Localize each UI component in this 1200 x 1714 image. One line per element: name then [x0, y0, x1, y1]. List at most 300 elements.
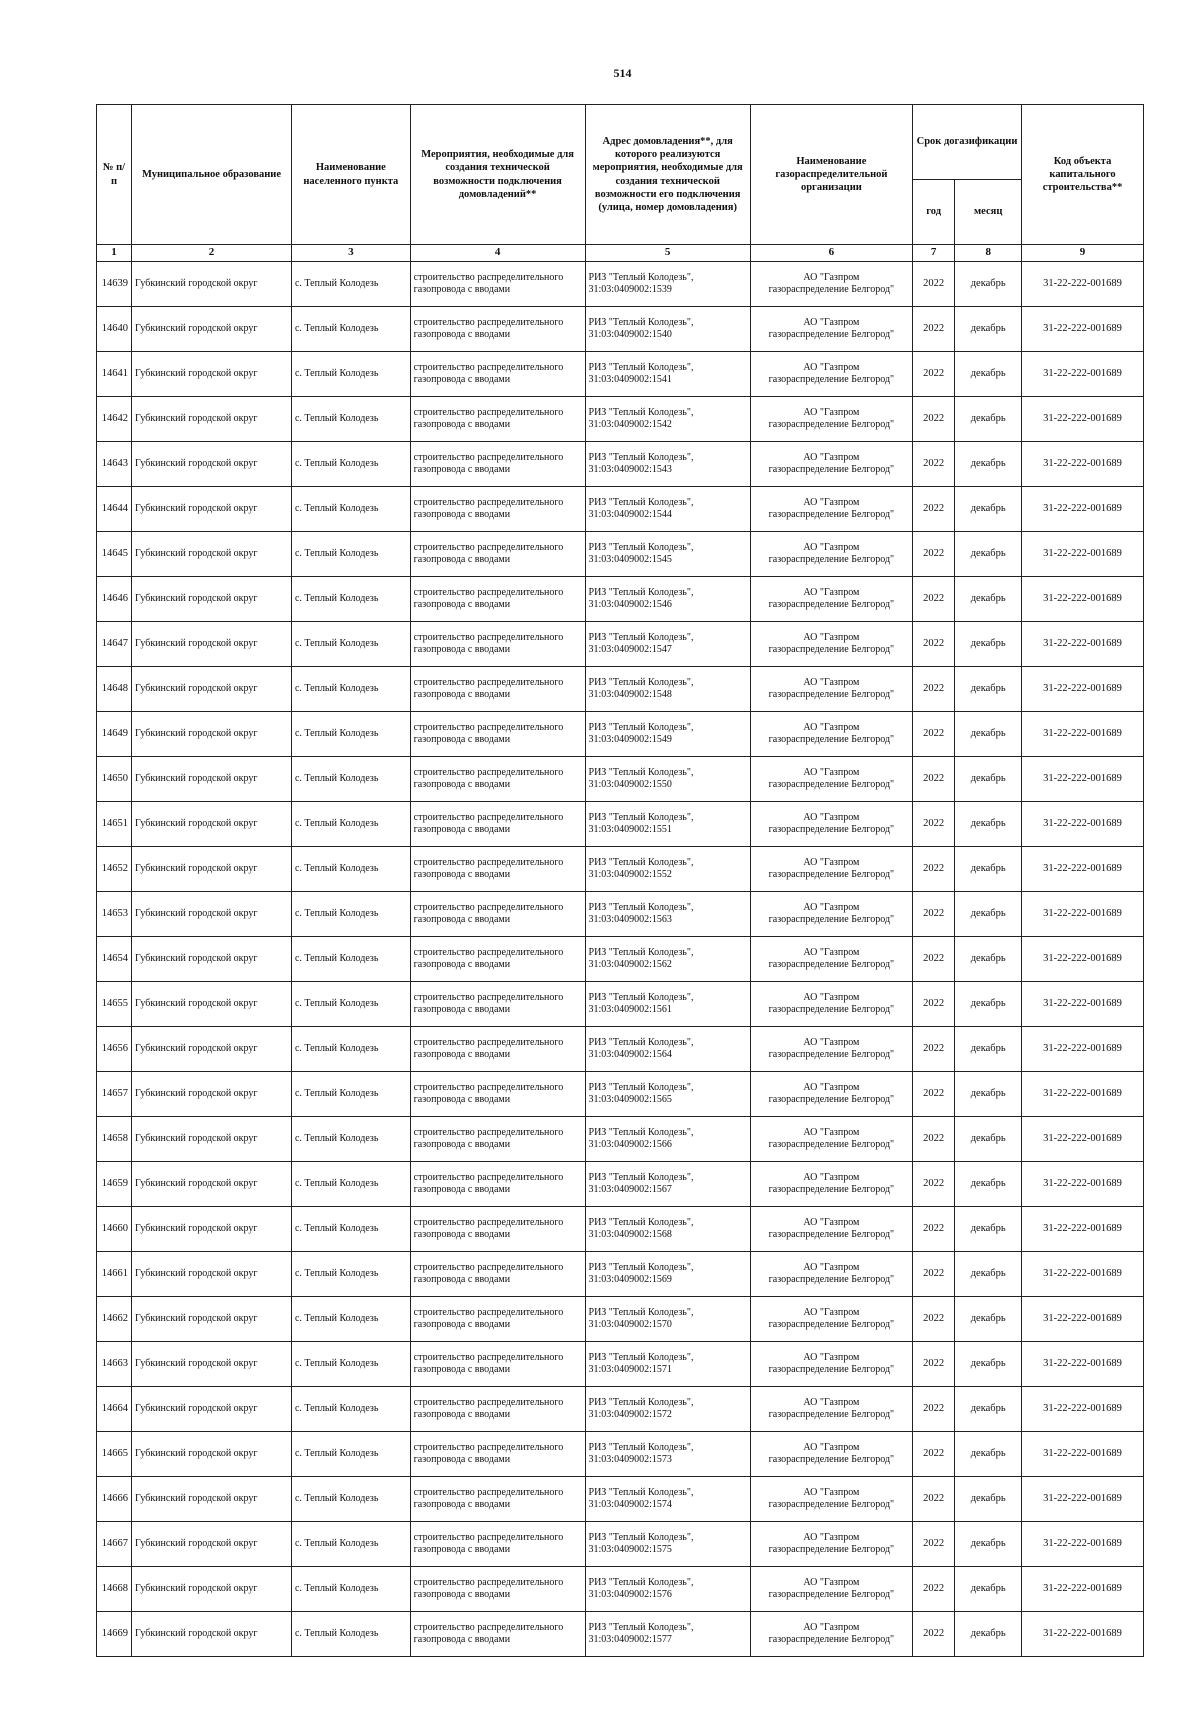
organization-cell-line: АО "Газпром — [803, 1036, 860, 1048]
code-cell: 31-22-222-001689 — [1022, 442, 1144, 487]
measures-cell — [410, 802, 585, 847]
municipality-cell: Губкинский городской округ — [131, 262, 291, 307]
organization-cell — [750, 577, 912, 622]
year-cell: 2022 — [912, 1027, 954, 1072]
month-cell: декабрь — [955, 982, 1022, 1027]
table-row — [97, 1522, 1144, 1567]
organization-cell-line: газораспределение Белгород" — [768, 1274, 895, 1285]
organization-cell — [750, 712, 912, 757]
code-cell: 31-22-222-001689 — [1022, 1117, 1144, 1162]
header-address: Адрес домовладения**, для которого реализуются мероприятия, необходимые для создания технической возможности его подключения (улица, номер домовладения) — [585, 105, 750, 245]
address-cell — [585, 1207, 750, 1252]
organization-cell-line: газораспределение Белгород" — [768, 1184, 895, 1195]
municipality-cell: Губкинский городской округ — [131, 532, 291, 577]
column-number: 8 — [955, 245, 1022, 262]
code-cell: 31-22-222-001689 — [1022, 757, 1144, 802]
organization-cell-line: АО "Газпром — [803, 1171, 860, 1183]
address-cell — [585, 1387, 750, 1432]
code-cell: 31-22-222-001689 — [1022, 1522, 1144, 1567]
measures-cell-line: газопровода с вводами — [413, 374, 511, 385]
year-cell: 2022 — [912, 442, 954, 487]
year-cell: 2022 — [912, 802, 954, 847]
month-cell: декабрь — [955, 802, 1022, 847]
month-cell: декабрь — [955, 487, 1022, 532]
municipality-cell: Губкинский городской округ — [131, 397, 291, 442]
municipality-cell: Губкинский городской округ — [131, 892, 291, 937]
month-cell: декабрь — [955, 712, 1022, 757]
address-cell-line: 31:03:0409002:1543 — [588, 464, 672, 475]
header-organization: Наименование газораспределительной организации — [750, 105, 912, 245]
measures-cell — [410, 1207, 585, 1252]
settlement-cell: с. Теплый Колодезь — [291, 1162, 410, 1207]
settlement-cell: с. Теплый Колодезь — [291, 487, 410, 532]
settlement-cell: с. Теплый Колодезь — [291, 1387, 410, 1432]
month-cell: декабрь — [955, 577, 1022, 622]
column-number: 2 — [131, 245, 291, 262]
address-cell-line: 31:03:0409002:1552 — [588, 869, 672, 880]
organization-cell-line: АО "Газпром — [803, 946, 860, 958]
organization-cell-line: газораспределение Белгород" — [768, 644, 895, 655]
measures-cell-line: строительство распределительного — [413, 991, 564, 1003]
column-number: 9 — [1022, 245, 1144, 262]
settlement-cell: с. Теплый Колодезь — [291, 352, 410, 397]
address-cell — [585, 982, 750, 1027]
measures-cell — [410, 847, 585, 892]
month-cell: декабрь — [955, 1522, 1022, 1567]
row-number: 14661 — [97, 1252, 132, 1297]
address-cell-line: РИЗ "Теплый Колодезь", — [588, 1531, 694, 1543]
code-cell: 31-22-222-001689 — [1022, 1297, 1144, 1342]
organization-cell-line: газораспределение Белгород" — [768, 689, 895, 700]
measures-cell — [410, 757, 585, 802]
month-cell: декабрь — [955, 397, 1022, 442]
table-row — [97, 1162, 1144, 1207]
organization-cell — [750, 352, 912, 397]
municipality-cell: Губкинский городской округ — [131, 1252, 291, 1297]
municipality-cell: Губкинский городской округ — [131, 802, 291, 847]
table-row — [97, 1027, 1144, 1072]
measures-cell — [410, 1522, 585, 1567]
organization-cell — [750, 262, 912, 307]
table-row — [97, 982, 1144, 1027]
measures-cell-line: газопровода с вводами — [413, 509, 511, 520]
address-cell-line: РИЗ "Теплый Колодезь", — [588, 361, 694, 373]
code-cell: 31-22-222-001689 — [1022, 1252, 1144, 1297]
measures-cell — [410, 1162, 585, 1207]
organization-cell-line: АО "Газпром — [803, 631, 860, 643]
settlement-cell: с. Теплый Колодезь — [291, 1297, 410, 1342]
measures-cell — [410, 442, 585, 487]
address-cell-line: 31:03:0409002:1548 — [588, 689, 672, 700]
measures-cell — [410, 712, 585, 757]
measures-cell-line: газопровода с вводами — [413, 1004, 511, 1015]
organization-cell-line: газораспределение Белгород" — [768, 824, 895, 835]
month-cell: декабрь — [955, 622, 1022, 667]
address-cell-line: РИЗ "Теплый Колодезь", — [588, 496, 694, 508]
organization-cell-line: газораспределение Белгород" — [768, 1454, 895, 1465]
table-row — [97, 532, 1144, 577]
year-cell: 2022 — [912, 1162, 954, 1207]
address-cell — [585, 1612, 750, 1657]
measures-cell-line: газопровода с вводами — [413, 1094, 511, 1105]
address-cell-line: РИЗ "Теплый Колодезь", — [588, 676, 694, 688]
measures-cell — [410, 1432, 585, 1477]
organization-cell — [750, 667, 912, 712]
address-cell-line: 31:03:0409002:1566 — [588, 1139, 672, 1150]
row-number: 14663 — [97, 1342, 132, 1387]
address-cell-line: 31:03:0409002:1565 — [588, 1094, 672, 1105]
code-cell: 31-22-222-001689 — [1022, 262, 1144, 307]
municipality-cell: Губкинский городской округ — [131, 1297, 291, 1342]
organization-cell-line: АО "Газпром — [803, 1306, 860, 1318]
month-cell: декабрь — [955, 1072, 1022, 1117]
row-number: 14640 — [97, 307, 132, 352]
code-cell: 31-22-222-001689 — [1022, 1387, 1144, 1432]
code-cell: 31-22-222-001689 — [1022, 622, 1144, 667]
municipality-cell: Губкинский городской округ — [131, 1342, 291, 1387]
settlement-cell: с. Теплый Колодезь — [291, 532, 410, 577]
municipality-cell: Губкинский городской округ — [131, 1387, 291, 1432]
address-cell-line: 31:03:0409002:1572 — [588, 1409, 672, 1420]
measures-cell-line: строительство распределительного — [413, 1081, 564, 1093]
settlement-cell: с. Теплый Колодезь — [291, 1522, 410, 1567]
column-number: 5 — [585, 245, 750, 262]
organization-cell-line: АО "Газпром — [803, 1441, 860, 1453]
header-municipality: Муниципальное образование — [131, 105, 291, 245]
table-row — [97, 937, 1144, 982]
organization-cell-line: газораспределение Белгород" — [768, 554, 895, 565]
municipality-cell: Губкинский городской округ — [131, 1072, 291, 1117]
organization-cell-line: АО "Газпром — [803, 811, 860, 823]
measures-cell — [410, 1252, 585, 1297]
measures-cell-line: газопровода с вводами — [413, 1499, 511, 1510]
address-cell-line: РИЗ "Теплый Колодезь", — [588, 946, 694, 958]
month-cell: декабрь — [955, 1612, 1022, 1657]
settlement-cell: с. Теплый Колодезь — [291, 802, 410, 847]
month-cell: декабрь — [955, 667, 1022, 712]
organization-cell — [750, 1387, 912, 1432]
measures-cell-line: газопровода с вводами — [413, 779, 511, 790]
address-cell-line: 31:03:0409002:1576 — [588, 1589, 672, 1600]
address-cell — [585, 397, 750, 442]
column-number-row — [97, 245, 1144, 262]
address-cell — [585, 577, 750, 622]
code-cell: 31-22-222-001689 — [1022, 892, 1144, 937]
settlement-cell: с. Теплый Колодезь — [291, 307, 410, 352]
table-row — [97, 307, 1144, 352]
organization-cell-line: АО "Газпром — [803, 1351, 860, 1363]
year-cell: 2022 — [912, 1387, 954, 1432]
table-row — [97, 1072, 1144, 1117]
table-row — [97, 577, 1144, 622]
organization-cell-line: газораспределение Белгород" — [768, 419, 895, 430]
column-number: 1 — [97, 245, 132, 262]
address-cell — [585, 1072, 750, 1117]
organization-cell — [750, 982, 912, 1027]
row-number: 14655 — [97, 982, 132, 1027]
organization-cell-line: АО "Газпром — [803, 316, 860, 328]
row-number: 14643 — [97, 442, 132, 487]
code-cell: 31-22-222-001689 — [1022, 1567, 1144, 1612]
municipality-cell: Губкинский городской округ — [131, 307, 291, 352]
address-cell — [585, 622, 750, 667]
address-cell-line: РИЗ "Теплый Колодезь", — [588, 1126, 694, 1138]
organization-cell — [750, 802, 912, 847]
address-cell — [585, 1432, 750, 1477]
organization-cell-line: газораспределение Белгород" — [768, 284, 895, 295]
measures-cell-line: газопровода с вводами — [413, 1364, 511, 1375]
address-cell-line: 31:03:0409002:1563 — [588, 914, 672, 925]
address-cell-line: РИЗ "Теплый Колодезь", — [588, 811, 694, 823]
table-body — [97, 262, 1144, 1657]
settlement-cell: с. Теплый Колодезь — [291, 1252, 410, 1297]
month-cell: декабрь — [955, 1117, 1022, 1162]
organization-cell-line: газораспределение Белгород" — [768, 1634, 895, 1645]
address-cell — [585, 1027, 750, 1072]
address-cell-line: РИЗ "Теплый Колодезь", — [588, 721, 694, 733]
settlement-cell: с. Теплый Колодезь — [291, 667, 410, 712]
table-row — [97, 847, 1144, 892]
table-row — [97, 442, 1144, 487]
address-cell-line: РИЗ "Теплый Колодезь", — [588, 766, 694, 778]
table-row — [97, 1252, 1144, 1297]
measures-cell-line: строительство распределительного — [413, 1216, 564, 1228]
organization-cell-line: газораспределение Белгород" — [768, 1319, 895, 1330]
code-cell: 31-22-222-001689 — [1022, 847, 1144, 892]
year-cell: 2022 — [912, 1072, 954, 1117]
month-cell: декабрь — [955, 1297, 1022, 1342]
month-cell: декабрь — [955, 1387, 1022, 1432]
organization-cell-line: газораспределение Белгород" — [768, 1139, 895, 1150]
organization-cell — [750, 1162, 912, 1207]
month-cell: декабрь — [955, 937, 1022, 982]
organization-cell-line: АО "Газпром — [803, 856, 860, 868]
measures-cell-line: газопровода с вводами — [413, 689, 511, 700]
address-cell-line: 31:03:0409002:1546 — [588, 599, 672, 610]
settlement-cell: с. Теплый Колодезь — [291, 262, 410, 307]
code-cell: 31-22-222-001689 — [1022, 487, 1144, 532]
row-number: 14650 — [97, 757, 132, 802]
organization-cell-line: газораспределение Белгород" — [768, 959, 895, 970]
organization-cell-line: газораспределение Белгород" — [768, 914, 895, 925]
address-cell-line: 31:03:0409002:1567 — [588, 1184, 672, 1195]
address-cell-line: 31:03:0409002:1542 — [588, 419, 672, 430]
measures-cell — [410, 1342, 585, 1387]
measures-cell-line: газопровода с вводами — [413, 1049, 511, 1060]
year-cell: 2022 — [912, 397, 954, 442]
row-number: 14652 — [97, 847, 132, 892]
code-cell: 31-22-222-001689 — [1022, 1072, 1144, 1117]
municipality-cell: Губкинский городской округ — [131, 847, 291, 892]
address-cell-line: РИЗ "Теплый Колодезь", — [588, 586, 694, 598]
organization-cell-line: АО "Газпром — [803, 1531, 860, 1543]
address-cell-line: 31:03:0409002:1544 — [588, 509, 672, 520]
organization-cell-line: газораспределение Белгород" — [768, 374, 895, 385]
address-cell — [585, 847, 750, 892]
measures-cell-line: строительство распределительного — [413, 1396, 564, 1408]
code-cell: 31-22-222-001689 — [1022, 532, 1144, 577]
measures-cell — [410, 1477, 585, 1522]
address-cell-line: РИЗ "Теплый Колодезь", — [588, 1261, 694, 1273]
address-cell-line: 31:03:0409002:1545 — [588, 554, 672, 565]
year-cell: 2022 — [912, 757, 954, 802]
year-cell: 2022 — [912, 892, 954, 937]
measures-cell-line: строительство распределительного — [413, 1441, 564, 1453]
year-cell: 2022 — [912, 307, 954, 352]
table-row — [97, 1612, 1144, 1657]
table-row — [97, 1207, 1144, 1252]
header-term: Срок догазификации — [912, 105, 1021, 180]
measures-cell-line: газопровода с вводами — [413, 419, 511, 430]
measures-cell-line: строительство распределительного — [413, 1351, 564, 1363]
measures-cell — [410, 1387, 585, 1432]
address-cell — [585, 1252, 750, 1297]
organization-cell-line: АО "Газпром — [803, 676, 860, 688]
settlement-cell: с. Теплый Колодезь — [291, 397, 410, 442]
organization-cell-line: АО "Газпром — [803, 1081, 860, 1093]
month-cell: декабрь — [955, 307, 1022, 352]
measures-cell-line: газопровода с вводами — [413, 464, 511, 475]
organization-cell-line: газораспределение Белгород" — [768, 869, 895, 880]
year-cell: 2022 — [912, 622, 954, 667]
month-cell: декабрь — [955, 1027, 1022, 1072]
organization-cell-line: АО "Газпром — [803, 406, 860, 418]
organization-cell-line: газораспределение Белгород" — [768, 1544, 895, 1555]
month-cell: декабрь — [955, 1567, 1022, 1612]
organization-cell — [750, 1477, 912, 1522]
address-cell-line: 31:03:0409002:1541 — [588, 374, 672, 385]
organization-cell-line: АО "Газпром — [803, 1621, 860, 1633]
settlement-cell: с. Теплый Колодезь — [291, 937, 410, 982]
municipality-cell: Губкинский городской округ — [131, 622, 291, 667]
measures-cell — [410, 397, 585, 442]
measures-cell-line: газопровода с вводами — [413, 1229, 511, 1240]
measures-cell — [410, 1567, 585, 1612]
table-row — [97, 1117, 1144, 1162]
address-cell-line: РИЗ "Теплый Колодезь", — [588, 1621, 694, 1633]
measures-cell — [410, 352, 585, 397]
code-cell: 31-22-222-001689 — [1022, 1432, 1144, 1477]
organization-cell-line: газораспределение Белгород" — [768, 1094, 895, 1105]
table-row — [97, 352, 1144, 397]
settlement-cell: с. Теплый Колодезь — [291, 982, 410, 1027]
header-month: месяц — [955, 180, 1022, 245]
address-cell — [585, 892, 750, 937]
measures-cell-line: строительство распределительного — [413, 631, 564, 643]
table-row — [97, 1432, 1144, 1477]
month-cell: декабрь — [955, 847, 1022, 892]
address-cell — [585, 1297, 750, 1342]
settlement-cell: с. Теплый Колодезь — [291, 1477, 410, 1522]
month-cell: декабрь — [955, 1162, 1022, 1207]
address-cell — [585, 757, 750, 802]
organization-cell-line: газораспределение Белгород" — [768, 779, 895, 790]
organization-cell — [750, 487, 912, 532]
address-cell-line: 31:03:0409002:1574 — [588, 1499, 672, 1510]
organization-cell — [750, 1342, 912, 1387]
year-cell: 2022 — [912, 982, 954, 1027]
measures-cell-line: газопровода с вводами — [413, 599, 511, 610]
address-cell — [585, 1162, 750, 1207]
measures-cell — [410, 982, 585, 1027]
table-row — [97, 622, 1144, 667]
row-number: 14651 — [97, 802, 132, 847]
measures-cell-line: строительство распределительного — [413, 721, 564, 733]
measures-cell — [410, 667, 585, 712]
address-cell-line: 31:03:0409002:1550 — [588, 779, 672, 790]
measures-cell-line: газопровода с вводами — [413, 1634, 511, 1645]
municipality-cell: Губкинский городской округ — [131, 1522, 291, 1567]
month-cell: декабрь — [955, 442, 1022, 487]
settlement-cell: с. Теплый Колодезь — [291, 712, 410, 757]
measures-cell — [410, 307, 585, 352]
organization-cell-line: газораспределение Белгород" — [768, 734, 895, 745]
settlement-cell: с. Теплый Колодезь — [291, 1342, 410, 1387]
organization-cell — [750, 847, 912, 892]
month-cell: декабрь — [955, 532, 1022, 577]
address-cell — [585, 442, 750, 487]
year-cell: 2022 — [912, 1297, 954, 1342]
measures-cell-line: газопровода с вводами — [413, 1139, 511, 1150]
row-number: 14646 — [97, 577, 132, 622]
organization-cell — [750, 442, 912, 487]
municipality-cell: Губкинский городской округ — [131, 1432, 291, 1477]
address-cell-line: РИЗ "Теплый Колодезь", — [588, 901, 694, 913]
organization-cell — [750, 1207, 912, 1252]
measures-cell — [410, 1297, 585, 1342]
organization-cell-line: АО "Газпром — [803, 451, 860, 463]
municipality-cell: Губкинский городской округ — [131, 1162, 291, 1207]
organization-cell-line: газораспределение Белгород" — [768, 1499, 895, 1510]
settlement-cell: с. Теплый Колодезь — [291, 1072, 410, 1117]
address-cell-line: 31:03:0409002:1569 — [588, 1274, 672, 1285]
address-cell-line: РИЗ "Теплый Колодезь", — [588, 316, 694, 328]
address-cell-line: 31:03:0409002:1568 — [588, 1229, 672, 1240]
row-number: 14658 — [97, 1117, 132, 1162]
year-cell: 2022 — [912, 1567, 954, 1612]
address-cell-line: 31:03:0409002:1539 — [588, 284, 672, 295]
organization-cell-line: АО "Газпром — [803, 1261, 860, 1273]
address-cell — [585, 1117, 750, 1162]
settlement-cell: с. Теплый Колодезь — [291, 892, 410, 937]
settlement-cell: с. Теплый Колодезь — [291, 1027, 410, 1072]
address-cell-line: 31:03:0409002:1577 — [588, 1634, 672, 1645]
column-number: 7 — [912, 245, 954, 262]
measures-cell — [410, 892, 585, 937]
code-cell: 31-22-222-001689 — [1022, 1162, 1144, 1207]
organization-cell — [750, 1297, 912, 1342]
row-number: 14660 — [97, 1207, 132, 1252]
table-row — [97, 1297, 1144, 1342]
year-cell: 2022 — [912, 1117, 954, 1162]
settlement-cell: с. Теплый Колодезь — [291, 442, 410, 487]
measures-cell — [410, 937, 585, 982]
address-cell-line: 31:03:0409002:1551 — [588, 824, 672, 835]
measures-cell-line: строительство распределительного — [413, 496, 564, 508]
measures-cell-line: газопровода с вводами — [413, 734, 511, 745]
row-number: 14645 — [97, 532, 132, 577]
row-number: 14641 — [97, 352, 132, 397]
address-cell-line: РИЗ "Теплый Колодезь", — [588, 451, 694, 463]
organization-cell-line: газораспределение Белгород" — [768, 599, 895, 610]
measures-cell-line: строительство распределительного — [413, 901, 564, 913]
municipality-cell: Губкинский городской округ — [131, 1612, 291, 1657]
header-code: Код объекта капитального строительства** — [1022, 105, 1144, 245]
measures-cell-line: газопровода с вводами — [413, 1589, 511, 1600]
address-cell — [585, 1522, 750, 1567]
row-number: 14662 — [97, 1297, 132, 1342]
code-cell: 31-22-222-001689 — [1022, 577, 1144, 622]
